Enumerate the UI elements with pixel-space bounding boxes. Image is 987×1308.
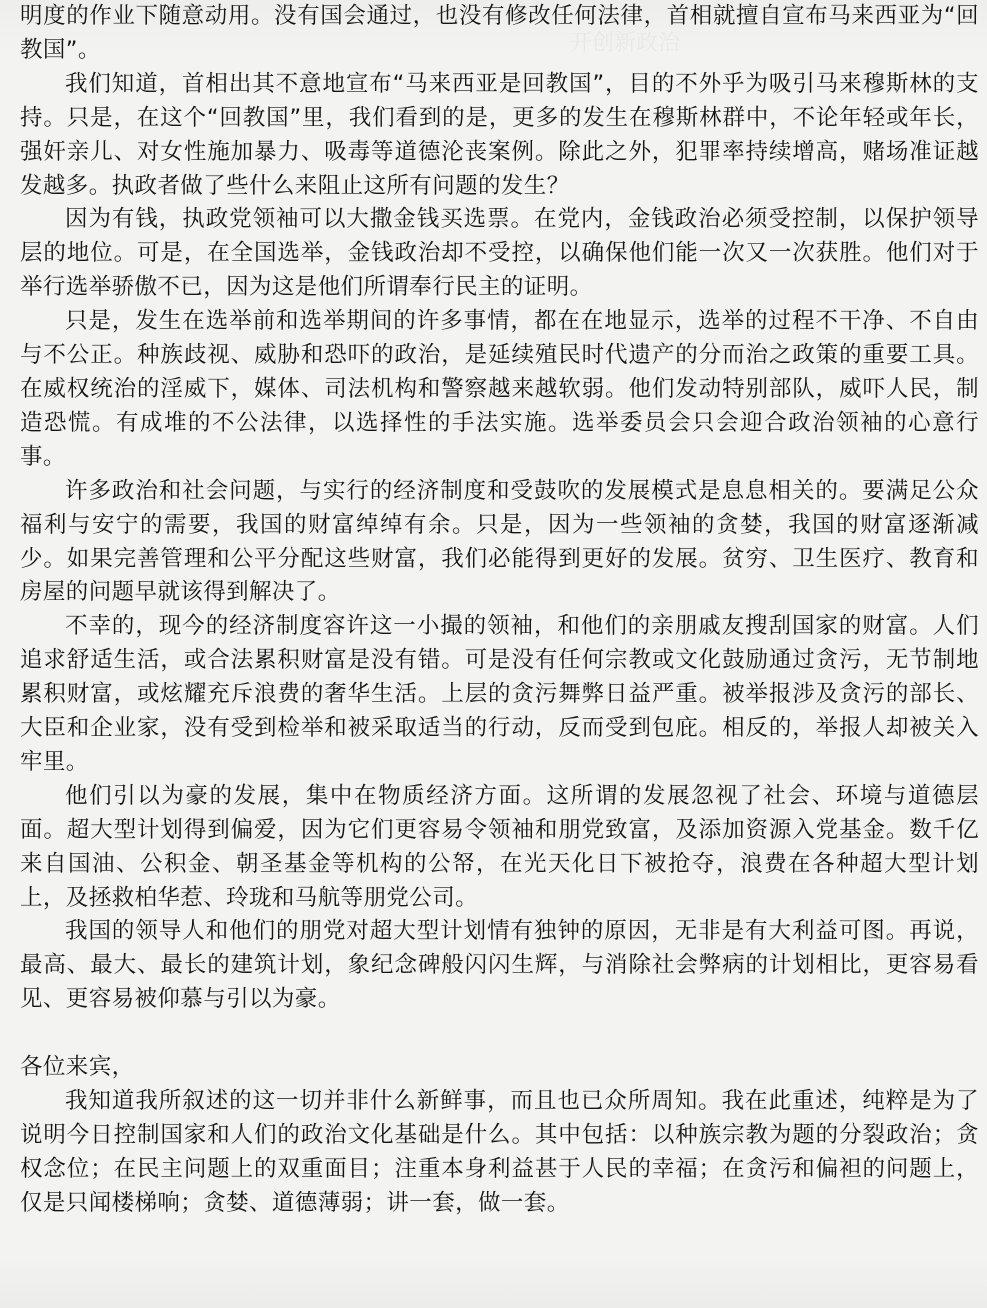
paragraph-8: 我国的领导人和他们的朋党对超大型计划情有独钟的原因，无非是有大利益可图。再说，最高、最大、最长的建筑计划，象纪念碑般闪闪生辉，与消除社会弊病的计划相比，更容易看见、更容易被仰慕与引以为豪。 xyxy=(20,918,979,1013)
salutation: 各位来宾， xyxy=(20,1054,135,1081)
section-break xyxy=(20,1017,979,1051)
closing-paragraph: 我知道我所叙述的这一切并非什么新鲜事，而且也已众所周知。我在此重述，纯粹是为了说明今日控制国家和人们的政治文化基础是什么。其中包括：以种族宗教为题的分裂政治；贪权念位；在民主问题上的双重面目；注重本身利益甚于人民的幸福；在贪污和偏袒的问题上，仅是只闻楼梯响；贪婪、道德薄弱；讲一套，做一套。 xyxy=(20,1088,979,1216)
paragraph-2: 我们知道，首相出其不意地宣布“马来西亚是回教国”，目的不外乎为吸引马来穆斯林的支持。只是，在这个“回教国”里，我们看到的是，更多的发生在穆斯林群中，不论年轻或年长，强奸亲儿、对女性施加暴力、吸毒等道德沦丧案例。除此之外，犯罪率持续增高，赌场准证越发越多。执政者做了些什么来阻止这所有问题的发生？ xyxy=(20,70,979,199)
paragraph-7: 他们引以为豪的发展，集中在物质经济方面。这所谓的发展忽视了社会、环境与道德层面。超大型计划得到偏爱，因为它们更容易令领袖和朋党致富，及添加资源入党基金。数千亿来自国油、公积金、朝圣基金等机构的公帑，在光天化日下被抢夺，浪费在各种超大型计划上，及拯救柏华惹、玲珑和马航等朋党公司。 xyxy=(20,782,979,911)
paragraph-5: 许多政治和社会问题，与实行的经济制度和受鼓吹的发展模式是息息相关的。要满足公众福利与安宁的需要，我国的财富绰绰有余。只是，因为一些领袖的贪婪，我国的财富逐渐减少。如果完善管理和公平分配这些财富，我们必能得到更好的发展。贫穷、卫生医疗、教育和房屋的问题早就该得到解决了。 xyxy=(20,477,979,606)
paragraph-3: 因为有钱，执政党领袖可以大撒金钱买选票。在党内，金钱政治必须受控制，以保护领导层的地位。可是，在全国选举，金钱政治却不受控，以确保他们能一次又一次获胜。他们对于举行选举骄傲不已，因为这是他们所谓奉行民主的证明。 xyxy=(20,206,979,301)
paragraph-1: 明度的作业下随意动用。没有国会通过，也没有修改任何法律，首相就擅自宣布马来西亚为“回教国”。 xyxy=(20,3,979,63)
paragraph-4: 只是，发生在选举前和选举期间的许多事情，都在在地显示，选举的过程不干净、不自由与不公正。种族歧视、威胁和恐吓的政治，是延续殖民时代遗产的分而治之政策的重要工具。在威权统治的淫威下，媒体、司法机构和警察越来越软弱。他们发动特别部队，威吓人民，制造恐慌。有成堆的不公法律，以选择性的手法实施。选举委员会只会迎合政治领袖的心意行事。 xyxy=(20,308,979,470)
paragraph-6: 不幸的，现今的经济制度容许这一小撮的领袖，和他们的亲朋戚友搜刮国家的财富。人们追求舒适生活，或合法累积财富是没有错。可是没有任何宗教或文化鼓励通过贪污，无节制地累积财富，或炫耀充斥浪费的奢华生活。上层的贪污舞弊日益严重。被举报涉及贪污的部长、大臣和企业家，没有受到检举和被采取适当的行动，反而受到包庇。相反的，举报人却被关入牢里。 xyxy=(20,613,979,775)
